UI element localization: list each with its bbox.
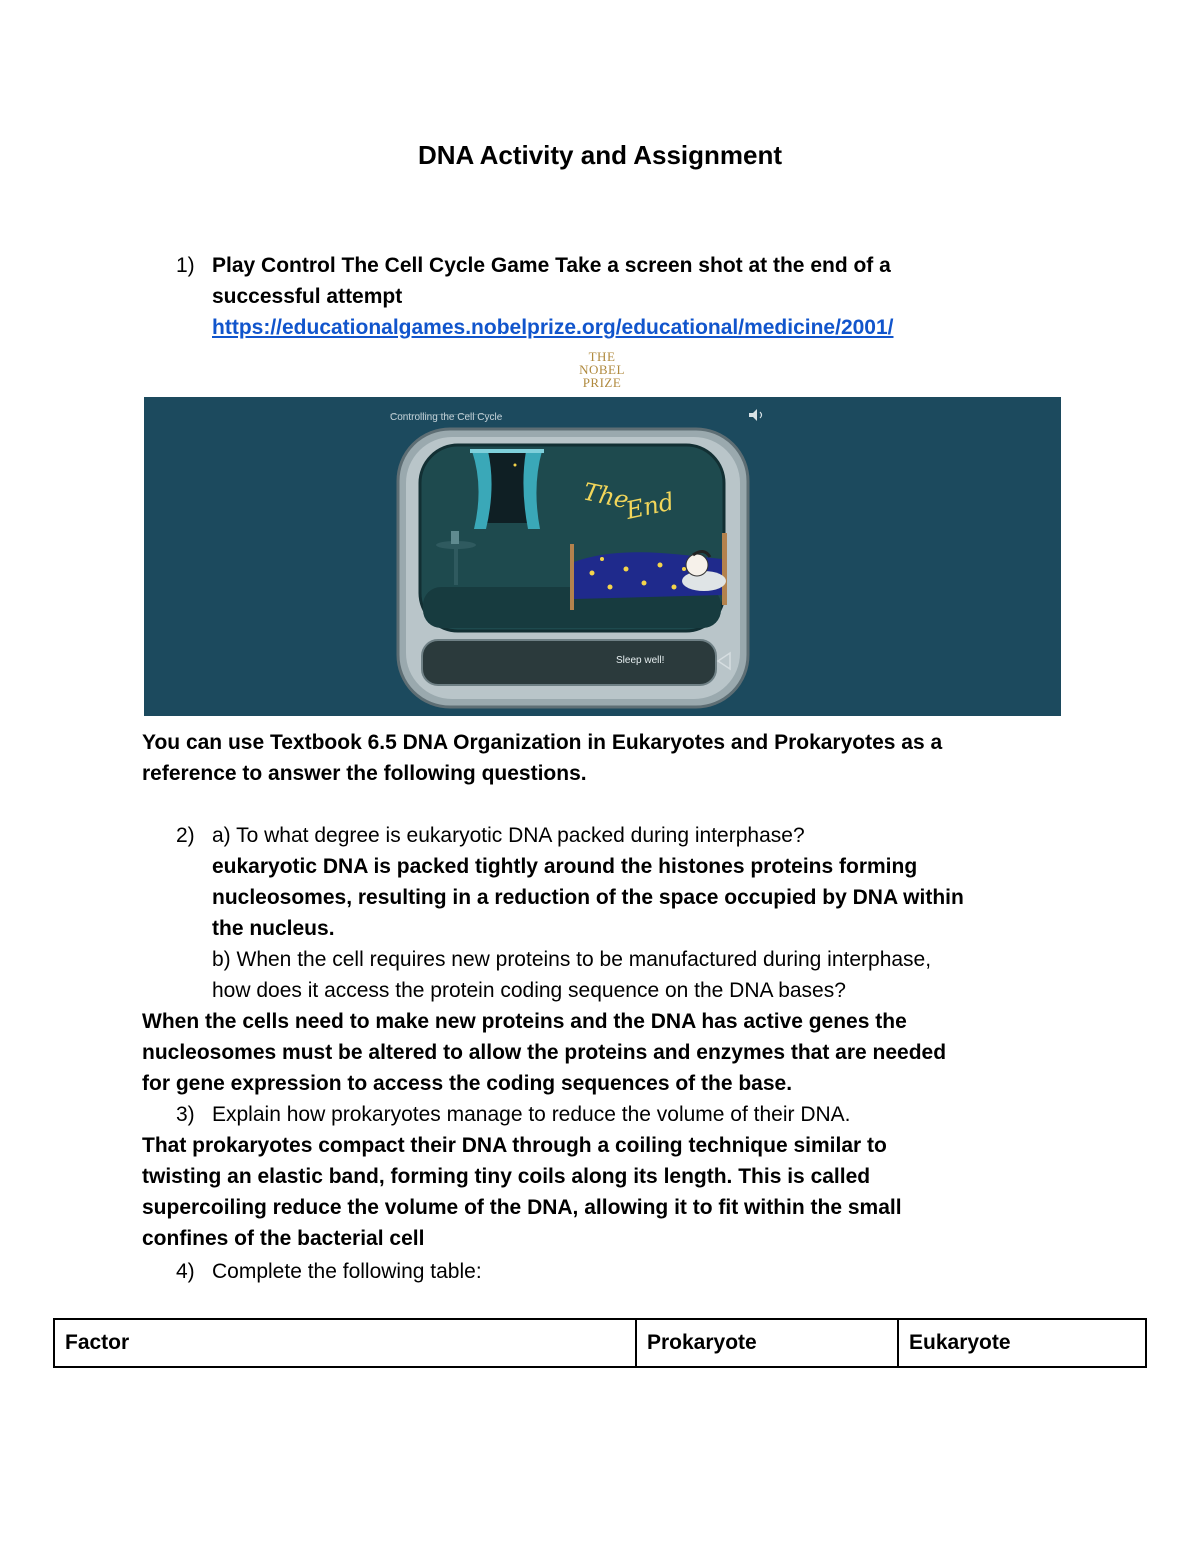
nobel-logo-line1: THE bbox=[588, 349, 616, 364]
q2b-answer-line1: When the cells need to make new proteins and the DNA has active genes the bbox=[142, 1010, 907, 1033]
q1-text-line1: Play Control The Cell Cycle Game Take a screen shot at the end of a bbox=[212, 254, 891, 277]
document-title: DNA Activity and Assignment bbox=[417, 140, 783, 170]
q1-text-line2: successful attempt bbox=[212, 285, 403, 308]
header-eukaryote: Eukaryote bbox=[898, 1319, 1146, 1367]
nobel-logo-line2: NOBEL bbox=[579, 362, 625, 377]
message-bar bbox=[422, 640, 716, 685]
reference-line2: reference to answer the following questions. bbox=[142, 762, 587, 785]
sleeper-head bbox=[686, 554, 708, 576]
bed-post-right bbox=[722, 533, 727, 605]
q3-answer-line3: supercoiling reduce the volume of the DNA, allowing it to fit within the small bbox=[142, 1196, 902, 1219]
reference-line1: You can use Textbook 6.5 DNA Organization in Eukaryotes and Prokaryotes as a bbox=[142, 731, 943, 754]
q4-question: Complete the following table: bbox=[212, 1260, 482, 1283]
the-end-the: The bbox=[580, 477, 632, 515]
q2b-answer-line2: nucleosomes must be altered to allow the proteins and enzymes that are needed bbox=[142, 1041, 947, 1064]
q2a-answer-line2: nucleosomes, resulting in a reduction of the space occupied by DNA within bbox=[212, 886, 964, 909]
side-table-leg bbox=[454, 545, 458, 585]
q2b-question-line2: how does it access the protein coding sequence on the DNA bases? bbox=[212, 979, 846, 1002]
table-header-row bbox=[54, 1319, 1146, 1367]
nobel-logo-line3: PRIZE bbox=[582, 375, 622, 390]
bed-post-left bbox=[570, 544, 574, 610]
game-screenshot bbox=[144, 397, 1061, 716]
q1-number: 1) bbox=[176, 254, 195, 277]
nobel-prize-logo bbox=[560, 350, 644, 389]
q2b-answer-line3: for gene expression to access the coding sequences of the base. bbox=[142, 1072, 793, 1095]
the-end-end: End bbox=[623, 487, 677, 525]
header-factor: Factor bbox=[54, 1319, 636, 1367]
game-link[interactable]: https://educationalgames.nobelprize.org/educational/medicine/2001/ bbox=[212, 316, 894, 339]
game-header-underline bbox=[390, 414, 494, 415]
window-star bbox=[514, 464, 517, 467]
q2a-answer-line3: the nucleus. bbox=[212, 917, 335, 940]
q3-answer-line4: confines of the bacterial cell bbox=[142, 1227, 425, 1250]
glass-on-table bbox=[451, 531, 459, 544]
header-prokaryote: Prokaryote bbox=[636, 1319, 898, 1367]
q2a-question: a) To what degree is eukaryotic DNA packed during interphase? bbox=[212, 824, 805, 847]
q3-answer-line2: twisting an elastic band, forming tiny coils along its length. This is called bbox=[142, 1165, 871, 1188]
q3-number: 3) bbox=[176, 1103, 195, 1126]
q2a-answer-line1: eukaryotic DNA is packed tightly around the histones proteins forming bbox=[212, 855, 918, 878]
q3-question: Explain how prokaryotes manage to reduce the volume of their DNA. bbox=[212, 1103, 851, 1126]
q2-number: 2) bbox=[176, 824, 195, 847]
q2b-question-line1: b) When the cell requires new proteins to be manufactured during interphase, bbox=[212, 948, 932, 971]
curtain-rod bbox=[470, 449, 544, 453]
q3-answer-line1: That prokaryotes compact their DNA through a coiling technique similar to bbox=[142, 1134, 887, 1157]
game-message: Sleep well! bbox=[616, 655, 665, 666]
q4-number: 4) bbox=[176, 1260, 195, 1283]
comparison-table bbox=[53, 1318, 1147, 1368]
game-header: Controlling the Cell Cycle bbox=[390, 412, 503, 423]
